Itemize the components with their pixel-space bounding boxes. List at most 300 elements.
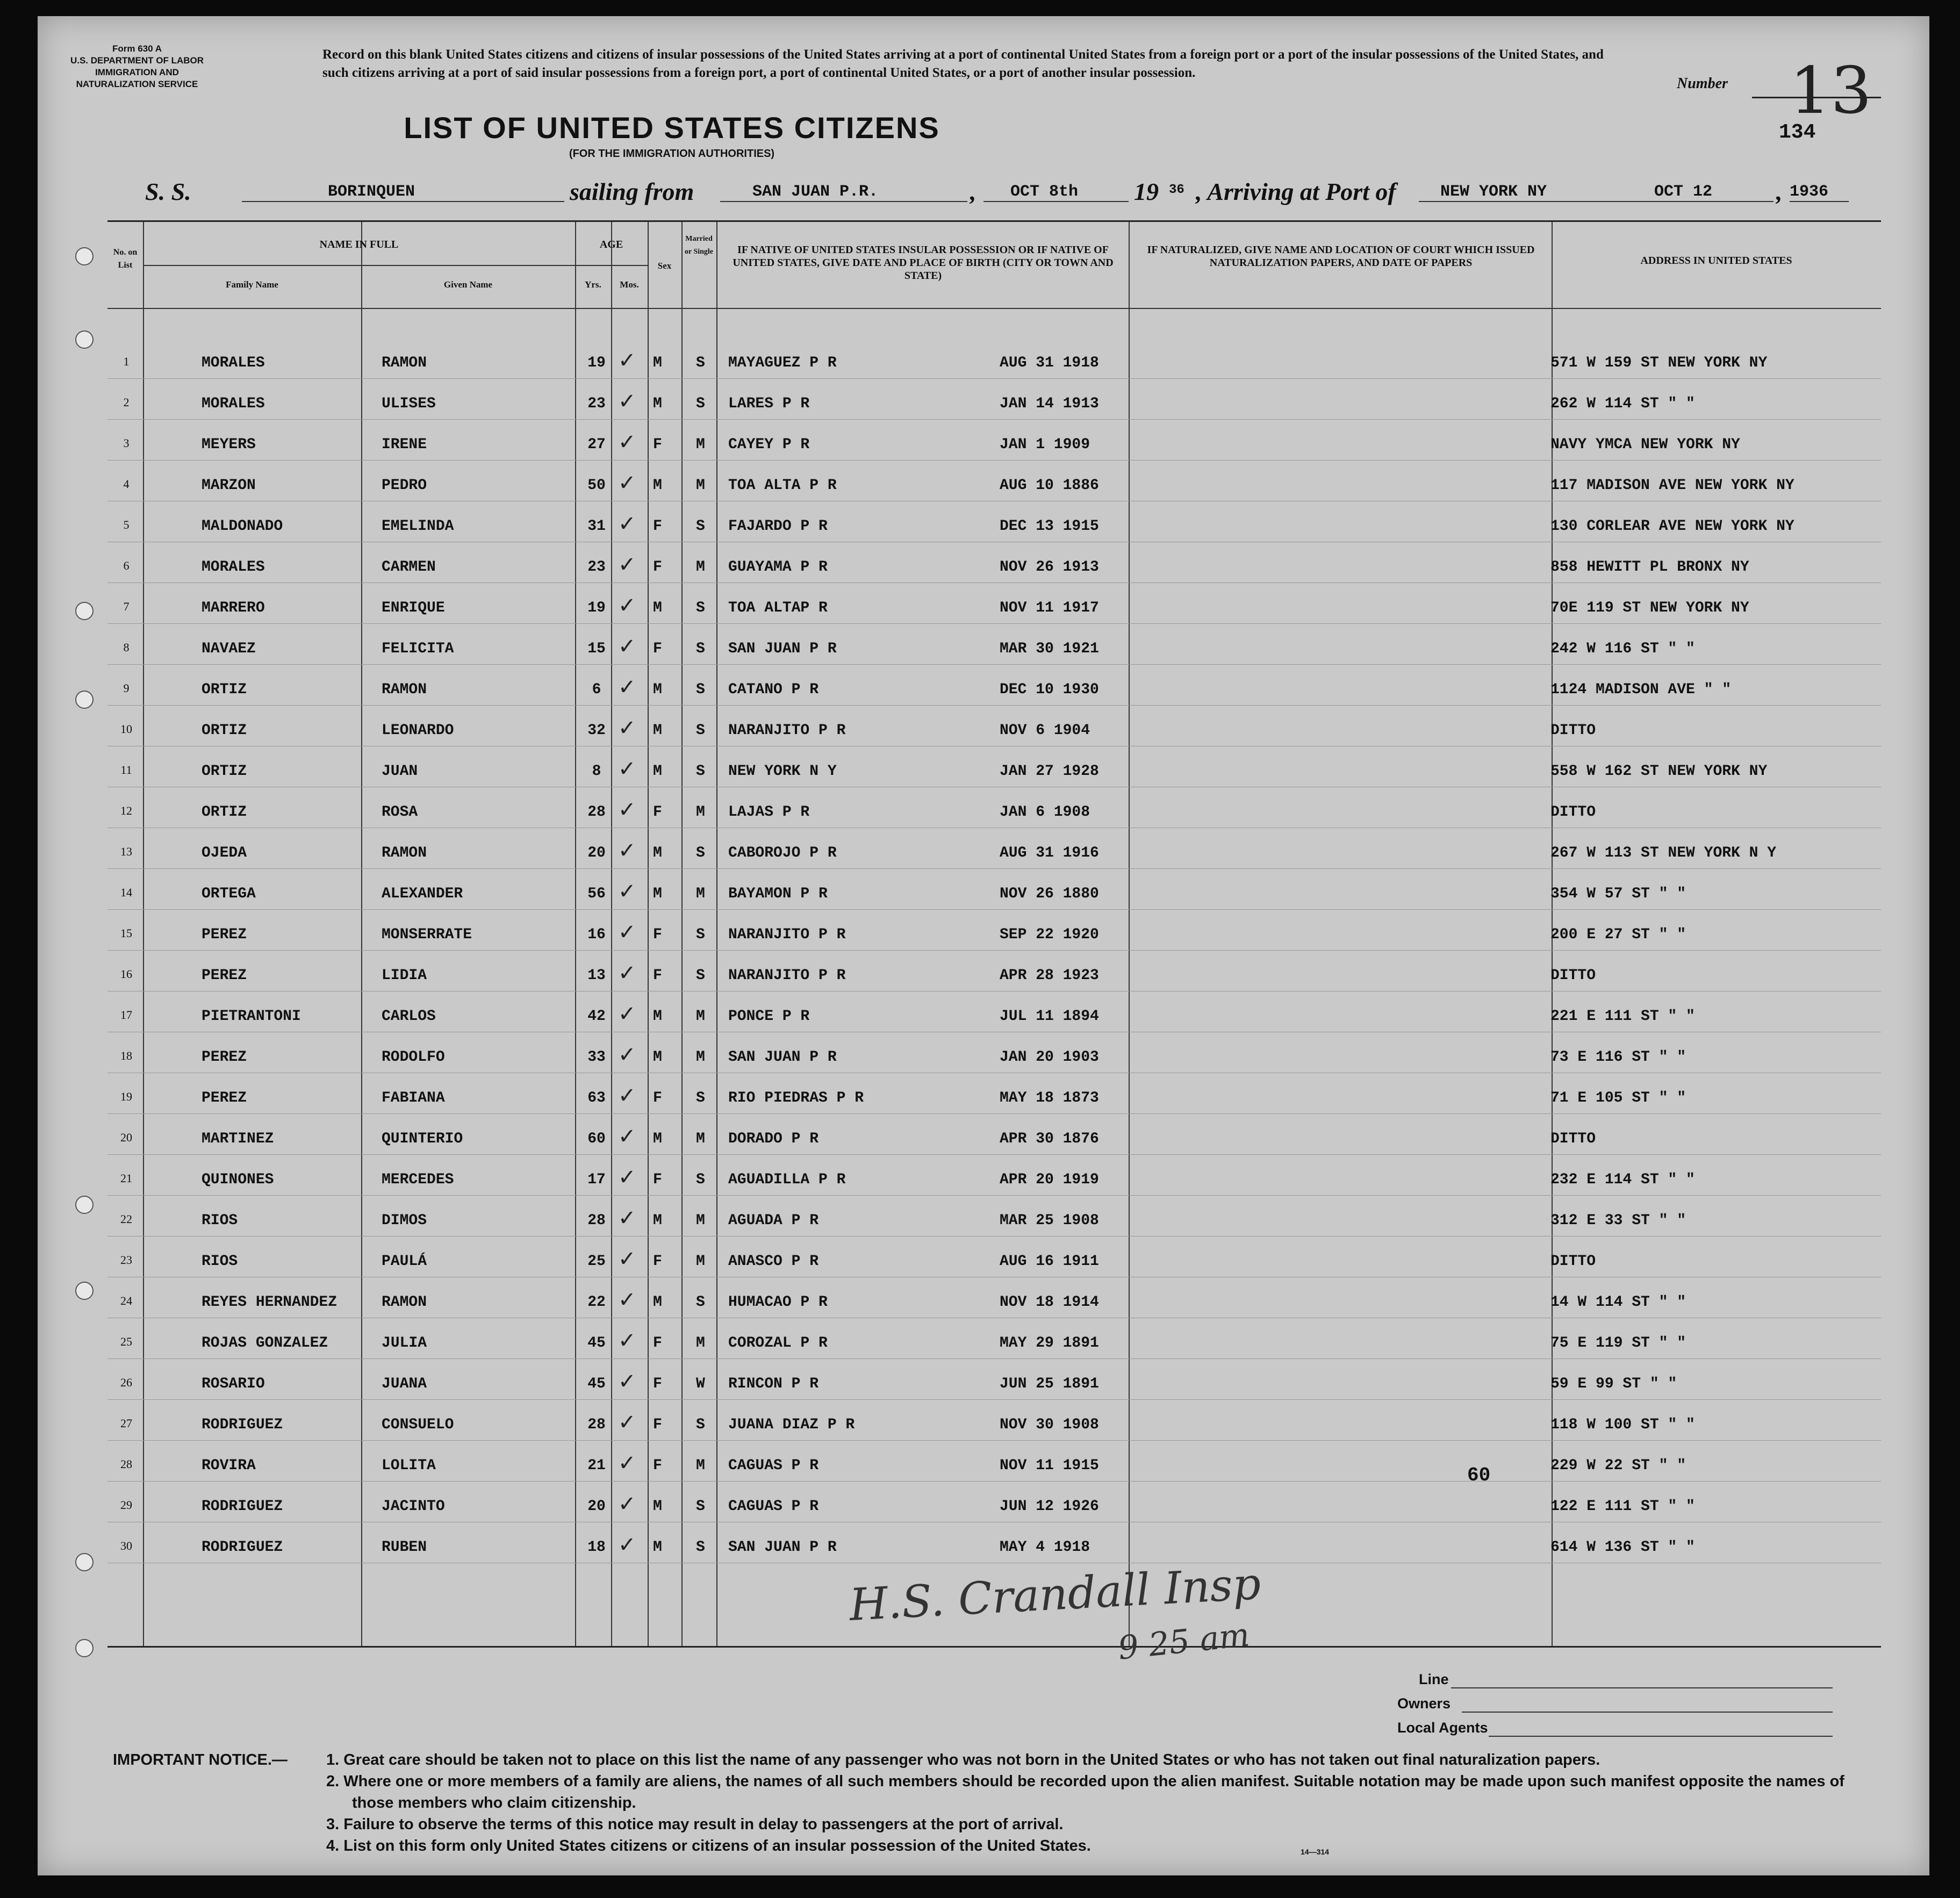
form-code: 14—314: [1301, 1847, 1329, 1856]
footer-agents-label: Local Agents: [1397, 1720, 1488, 1736]
row-number: 23: [120, 1253, 132, 1267]
sex: F: [653, 926, 662, 943]
age-years: 22: [587, 1294, 606, 1311]
check-mark-icon: ✓: [618, 1043, 636, 1067]
birth-date: JUL 11 1894: [1000, 1008, 1099, 1025]
given-name: FELICITA: [382, 641, 454, 657]
row-rule: [107, 1358, 1881, 1359]
family-name: PEREZ: [202, 967, 247, 984]
header-subdivider: [143, 265, 575, 266]
check-mark-icon: ✓: [618, 1206, 636, 1231]
birth-date: DEC 10 1930: [1000, 681, 1099, 698]
margin-note: 60: [1467, 1464, 1491, 1486]
check-mark-icon: ✓: [618, 1533, 636, 1557]
sex: M: [653, 600, 662, 616]
married-single: M: [696, 436, 705, 453]
row-number: 29: [120, 1498, 132, 1512]
age-years: 25: [587, 1253, 606, 1270]
birth-date: MAY 29 1891: [1000, 1335, 1099, 1351]
form-id-block: [48, 43, 226, 90]
family-name: ROVIRA: [202, 1457, 256, 1474]
row-rule: [107, 705, 1881, 706]
row-number: 11: [120, 763, 132, 777]
married-single: S: [696, 926, 705, 943]
married-single: S: [696, 722, 705, 739]
check-mark-icon: ✓: [618, 389, 636, 414]
header-given-name: Given Name: [443, 279, 493, 290]
address: 70E 119 ST NEW YORK NY: [1550, 600, 1749, 616]
row-rule: [107, 460, 1881, 461]
address: 200 E 27 ST " ": [1550, 926, 1686, 943]
given-name: PAULÁ: [382, 1253, 427, 1270]
family-name: MALDONADO: [202, 518, 283, 535]
year-from-suffix: 36: [1169, 183, 1184, 197]
married-single: M: [696, 1212, 705, 1229]
binder-hole: [75, 1196, 94, 1214]
married-single: S: [696, 1539, 705, 1556]
address: DITTO: [1550, 1131, 1596, 1147]
address: 221 E 111 ST " ": [1550, 1008, 1695, 1025]
check-mark-icon: ✓: [618, 1451, 636, 1476]
notice-item: 3. Failure to observe the terms of this notice may result in delay to passengers at the port of arrival.: [326, 1816, 1064, 1833]
check-mark-icon: ✓: [618, 593, 636, 618]
given-name: RAMON: [382, 355, 427, 371]
married-single: S: [696, 355, 705, 371]
sex: F: [653, 1417, 662, 1433]
family-name: ORTIZ: [202, 722, 247, 739]
sex: F: [653, 1171, 662, 1188]
married-single: M: [696, 1008, 705, 1025]
check-mark-icon: ✓: [618, 1002, 636, 1026]
sex: M: [653, 1498, 662, 1515]
married-single: S: [696, 396, 705, 412]
header-birth: IF NATIVE OF UNITED STATES INSULAR POSSESSION OR IF NATIVE OF UNITED STATES, GIVE DATE AND PLACE OF BIRTH (CITY OR TOWN AND STATE): [733, 244, 1114, 282]
family-name: RODRIGUEZ: [202, 1539, 283, 1556]
birthplace: JUANA DIAZ P R: [728, 1417, 855, 1433]
age-years: 63: [587, 1090, 606, 1106]
given-name: ULISES: [382, 396, 436, 412]
sex: F: [653, 436, 662, 453]
sex: M: [653, 396, 662, 412]
birthplace: NARANJITO P R: [728, 967, 846, 984]
birthplace: TOA ALTAP R: [728, 600, 828, 616]
birth-date: JAN 20 1903: [1000, 1049, 1099, 1066]
birthplace: CATANO P R: [728, 681, 819, 698]
row-rule: [107, 1195, 1881, 1196]
form-id-line: IMMIGRATION AND: [95, 67, 179, 77]
check-mark-icon: ✓: [618, 348, 636, 373]
birthplace: CABOROJO P R: [728, 845, 837, 861]
address: 71 E 105 ST " ": [1550, 1090, 1686, 1106]
married-single: M: [696, 1457, 705, 1474]
sex: F: [653, 967, 662, 984]
address: NAVY YMCA NEW YORK NY: [1550, 436, 1740, 453]
given-name: RAMON: [382, 845, 427, 861]
given-name: DIMOS: [382, 1212, 427, 1229]
number-label: Number: [1677, 75, 1728, 92]
married-single: S: [696, 1294, 705, 1311]
check-mark-icon: ✓: [618, 716, 636, 740]
binder-hole: [75, 1282, 94, 1300]
birth-date: JUN 25 1891: [1000, 1376, 1099, 1392]
row-number: 22: [120, 1212, 132, 1226]
sex: M: [653, 1294, 662, 1311]
sailing-from-label: sailing from: [570, 178, 694, 205]
important-notice: [113, 1749, 1886, 1857]
married-single: M: [696, 886, 705, 902]
family-name: MARZON: [202, 477, 256, 494]
married-single: S: [696, 845, 705, 861]
family-name: PEREZ: [202, 926, 247, 943]
header-family-name: Family Name: [226, 279, 278, 290]
married-single: W: [696, 1376, 705, 1392]
row-rule: [107, 950, 1881, 951]
family-name: NAVAEZ: [202, 641, 256, 657]
family-name: MORALES: [202, 559, 265, 576]
birthplace: SAN JUAN P R: [728, 641, 837, 657]
birth-date: NOV 18 1914: [1000, 1294, 1099, 1311]
given-name: ENRIQUE: [382, 600, 445, 616]
birthplace: NARANJITO P R: [728, 722, 846, 739]
check-mark-icon: ✓: [618, 634, 636, 659]
address: 858 HEWITT PL BRONX NY: [1550, 559, 1749, 576]
row-number: 21: [120, 1171, 132, 1185]
birthplace: SAN JUAN P R: [728, 1049, 837, 1066]
check-mark-icon: ✓: [618, 1288, 636, 1312]
footer-owners-field: [1462, 1712, 1833, 1713]
married-single: S: [696, 600, 705, 616]
age-years: 33: [587, 1049, 606, 1066]
family-name: PEREZ: [202, 1090, 247, 1106]
header-subdivider: [575, 265, 648, 266]
page-title: LIST OF UNITED STATES CITIZENS: [404, 111, 940, 145]
sex: M: [653, 355, 662, 371]
row-rule: [107, 419, 1881, 420]
notice-item: 2. Where one or more members of a family are aliens, the names of all such members should be recorded upon the alien manifest. Suitable notation may be made upon such manifest opposite the names of those members who claim citizenship.: [326, 1773, 1844, 1811]
birthplace: LARES P R: [728, 396, 810, 412]
address: 614 W 136 ST " ": [1550, 1539, 1695, 1556]
port-from: SAN JUAN P.R.: [720, 183, 967, 202]
birthplace: TOA ALTA P R: [728, 477, 837, 494]
given-name: JULIA: [382, 1335, 427, 1351]
birthplace: SAN JUAN P R: [728, 1539, 837, 1556]
column-divider: [681, 222, 683, 1646]
row-number: 4: [123, 477, 130, 491]
row-rule: [107, 868, 1881, 869]
check-mark-icon: ✓: [618, 512, 636, 536]
age-years: 31: [587, 518, 606, 535]
family-name: PEREZ: [202, 1049, 247, 1066]
birthplace: CAGUAS P R: [728, 1457, 819, 1474]
sex: M: [653, 1049, 662, 1066]
row-number: 12: [120, 804, 132, 817]
record-instructions: Record on this blank United States citizens and citizens of insular possessions of the United States arriving at a port of continental United States from a foreign port or a port of the insular possessions of the United States, and such citizens arriving at a port of said insular possessions from a foreign port, a port of continental United States, or a port of another insular possession.: [322, 47, 1604, 80]
sex: M: [653, 845, 662, 861]
row-number: 26: [120, 1376, 132, 1389]
birth-date: DEC 13 1915: [1000, 518, 1099, 535]
birth-date: SEP 22 1920: [1000, 926, 1099, 943]
birth-date: MAR 25 1908: [1000, 1212, 1099, 1229]
row-number: 7: [123, 600, 130, 613]
sex: M: [653, 477, 662, 494]
given-name: JACINTO: [382, 1498, 445, 1515]
inspector-signature: H.S. Crandall Insp: [848, 1558, 1262, 1631]
port-to: NEW YORK NY OCT 12: [1419, 183, 1774, 202]
given-name: MONSERRATE: [382, 926, 472, 943]
year-from-prefix: 19: [1134, 178, 1159, 205]
age-years: 8: [592, 763, 601, 780]
check-mark-icon: ✓: [618, 1328, 636, 1353]
family-name: RIOS: [202, 1212, 238, 1229]
given-name: LIDIA: [382, 967, 427, 984]
footer-owners-label: Owners: [1397, 1695, 1451, 1712]
sex: F: [653, 641, 662, 657]
inspection-time: 9 25 am: [1116, 1616, 1252, 1667]
header-months: Mos.: [620, 279, 639, 290]
address: 75 E 119 ST " ": [1550, 1335, 1686, 1351]
given-name: MERCEDES: [382, 1171, 454, 1188]
birth-date: AUG 31 1916: [1000, 845, 1099, 861]
sex: M: [653, 886, 662, 902]
header-years: Yrs.: [585, 279, 601, 290]
birthplace: NEW YORK N Y: [728, 763, 837, 780]
given-name: RODOLFO: [382, 1049, 445, 1066]
given-name: CARMEN: [382, 559, 436, 576]
comma: ,: [1776, 178, 1783, 205]
age-years: 17: [587, 1171, 606, 1188]
row-number: 1: [123, 355, 130, 368]
column-divider: [143, 222, 144, 1646]
family-name: ROSARIO: [202, 1376, 265, 1392]
given-name: IRENE: [382, 436, 427, 453]
birthplace: AGUADILLA P R: [728, 1171, 846, 1188]
form-id-line: Form 630 A: [112, 44, 162, 54]
row-number: 9: [123, 681, 130, 695]
address: 122 E 111 ST " ": [1550, 1498, 1695, 1515]
family-name: ORTIZ: [202, 804, 247, 821]
address: 130 CORLEAR AVE NEW YORK NY: [1550, 518, 1794, 535]
given-name: JUAN: [382, 763, 418, 780]
sex: M: [653, 763, 662, 780]
age-years: 45: [587, 1376, 606, 1392]
check-mark-icon: ✓: [618, 838, 636, 863]
married-single: M: [696, 1131, 705, 1147]
check-mark-icon: ✓: [618, 797, 636, 822]
birth-date: NOV 11 1917: [1000, 600, 1099, 616]
address: 118 W 100 ST " ": [1550, 1417, 1695, 1433]
birth-date: NOV 26 1880: [1000, 886, 1099, 902]
sex: M: [653, 1212, 662, 1229]
row-number: 19: [120, 1090, 132, 1103]
birth-date: APR 28 1923: [1000, 967, 1099, 984]
address: 232 E 114 ST " ": [1550, 1171, 1695, 1188]
header-no: No. on List: [113, 248, 138, 270]
column-divider: [716, 222, 717, 1646]
date-from: OCT 8th: [983, 183, 1129, 202]
age-years: 20: [587, 845, 606, 861]
birth-date: NOV 26 1913: [1000, 559, 1099, 576]
birthplace: CAYEY P R: [728, 436, 810, 453]
row-number: 16: [120, 967, 132, 981]
column-divider: [575, 222, 576, 1646]
age-years: 6: [592, 681, 601, 698]
column-divider: [361, 222, 362, 1646]
sex: F: [653, 518, 662, 535]
sex: F: [653, 1335, 662, 1351]
birth-date: APR 30 1876: [1000, 1131, 1099, 1147]
birthplace: LAJAS P R: [728, 804, 810, 821]
address: 73 E 116 ST " ": [1550, 1049, 1686, 1066]
row-number: 27: [120, 1417, 132, 1430]
footer-agents-field: [1489, 1736, 1833, 1737]
family-name: REYES HERNANDEZ: [202, 1294, 338, 1311]
address: 267 W 113 ST NEW YORK N Y: [1550, 845, 1777, 861]
married-single: S: [696, 518, 705, 535]
row-rule: [107, 1113, 1881, 1114]
number-value: 13: [1790, 54, 1872, 128]
binder-hole: [75, 247, 94, 265]
row-number: 6: [123, 559, 130, 572]
sex: F: [653, 1376, 662, 1392]
birth-date: NOV 11 1915: [1000, 1457, 1099, 1474]
row-rule: [107, 1399, 1881, 1400]
row-number: 28: [120, 1457, 132, 1471]
row-number: 3: [123, 436, 130, 450]
age-years: 32: [587, 722, 606, 739]
given-name: RAMON: [382, 1294, 427, 1311]
age-years: 42: [587, 1008, 606, 1025]
footer-line-field: [1451, 1687, 1833, 1688]
family-name: OJEDA: [202, 845, 247, 861]
married-single: S: [696, 1171, 705, 1188]
birth-date: JUN 12 1926: [1000, 1498, 1099, 1515]
form-id-line: U.S. DEPARTMENT OF LABOR: [70, 55, 204, 66]
check-mark-icon: ✓: [618, 675, 636, 700]
age-years: 18: [587, 1539, 606, 1556]
given-name: CONSUELO: [382, 1417, 454, 1433]
row-rule: [107, 909, 1881, 910]
given-name: ROSA: [382, 804, 418, 821]
header-married-single: Married or Single: [684, 235, 714, 256]
check-mark-icon: ✓: [618, 1165, 636, 1190]
given-name: QUINTERIO: [382, 1131, 463, 1147]
birth-date: APR 20 1919: [1000, 1171, 1099, 1188]
age-years: 28: [587, 1212, 606, 1229]
row-rule: [107, 623, 1881, 624]
check-mark-icon: ✓: [618, 920, 636, 945]
married-single: M: [696, 1049, 705, 1066]
birthplace: MAYAGUEZ P R: [728, 355, 837, 371]
birth-date: JAN 27 1928: [1000, 763, 1099, 780]
age-years: 27: [587, 436, 606, 453]
age-years: 28: [587, 804, 606, 821]
birthplace: PONCE P R: [728, 1008, 810, 1025]
sex: M: [653, 1008, 662, 1025]
age-years: 50: [587, 477, 606, 494]
birth-date: MAY 4 1918: [1000, 1539, 1090, 1556]
sex: F: [653, 1090, 662, 1106]
age-years: 28: [587, 1417, 606, 1433]
age-years: 56: [587, 886, 606, 902]
married-single: M: [696, 1253, 705, 1270]
binder-hole: [75, 1639, 94, 1657]
family-name: MORALES: [202, 355, 265, 371]
birthplace: RINCON P R: [728, 1376, 819, 1392]
sex: F: [653, 804, 662, 821]
binder-hole: [75, 330, 94, 349]
age-years: 16: [587, 926, 606, 943]
ss-label: S. S.: [145, 178, 191, 205]
birth-date: MAY 18 1873: [1000, 1090, 1099, 1106]
family-name: ORTIZ: [202, 681, 247, 698]
address: DITTO: [1550, 722, 1596, 739]
check-mark-icon: ✓: [618, 552, 636, 577]
family-name: MEYERS: [202, 436, 256, 453]
age-years: 23: [587, 559, 606, 576]
birthplace: FAJARDO P R: [728, 518, 828, 535]
married-single: M: [696, 559, 705, 576]
row-rule: [107, 664, 1881, 665]
age-years: 45: [587, 1335, 606, 1351]
given-name: CARLOS: [382, 1008, 436, 1025]
header-age: AGE: [599, 239, 623, 250]
family-name: ORTEGA: [202, 886, 256, 902]
birthplace: HUMACAO P R: [728, 1294, 828, 1311]
form-id-line: NATURALIZATION SERVICE: [76, 79, 198, 89]
given-name: RUBEN: [382, 1539, 427, 1556]
row-number: 15: [120, 926, 132, 940]
row-rule: [107, 1481, 1881, 1482]
check-mark-icon: ✓: [618, 430, 636, 455]
family-name: MORALES: [202, 396, 265, 412]
birth-date: AUG 31 1918: [1000, 355, 1099, 371]
birthplace: COROZAL P R: [728, 1335, 828, 1351]
page-subtitle: (FOR THE IMMIGRATION AUTHORITIES): [569, 148, 775, 160]
birthplace: CAGUAS P R: [728, 1498, 819, 1515]
notice-item: 4. List on this form only United States citizens or citizens of an insular possession of the United States.: [326, 1837, 1091, 1854]
check-mark-icon: ✓: [618, 879, 636, 904]
age-years: 60: [587, 1131, 606, 1147]
family-name: RIOS: [202, 1253, 238, 1270]
binder-hole: [75, 602, 94, 620]
ship-name: BORINQUEN: [242, 183, 564, 202]
birth-date: JAN 1 1909: [1000, 436, 1090, 453]
age-years: 19: [587, 355, 606, 371]
sex: M: [653, 681, 662, 698]
family-name: PIETRANTONI: [202, 1008, 301, 1025]
birthplace: RIO PIEDRAS P R: [728, 1090, 864, 1106]
sex: M: [653, 722, 662, 739]
birthplace: AGUADA P R: [728, 1212, 819, 1229]
sex: F: [653, 1457, 662, 1474]
age-years: 13: [587, 967, 606, 984]
check-mark-icon: ✓: [618, 1492, 636, 1516]
sex: M: [653, 1539, 662, 1556]
page-number: 134: [1779, 121, 1816, 144]
header-name-in-full: NAME IN FULL: [319, 239, 399, 250]
row-number: 13: [120, 845, 132, 858]
birth-date: AUG 16 1911: [1000, 1253, 1099, 1270]
notice-item: 1. Great care should be taken not to place on this list the name of any passenger who was not born in the United States or who has not taken out final naturalization papers.: [326, 1751, 1600, 1768]
check-mark-icon: ✓: [618, 757, 636, 781]
birth-date: AUG 10 1886: [1000, 477, 1099, 494]
family-name: RODRIGUEZ: [202, 1417, 283, 1433]
married-single: S: [696, 1090, 705, 1106]
check-mark-icon: ✓: [618, 1083, 636, 1108]
header-bottom-line: [107, 308, 1881, 309]
family-name: ROJAS GONZALEZ: [202, 1335, 328, 1351]
given-name: RAMON: [382, 681, 427, 698]
